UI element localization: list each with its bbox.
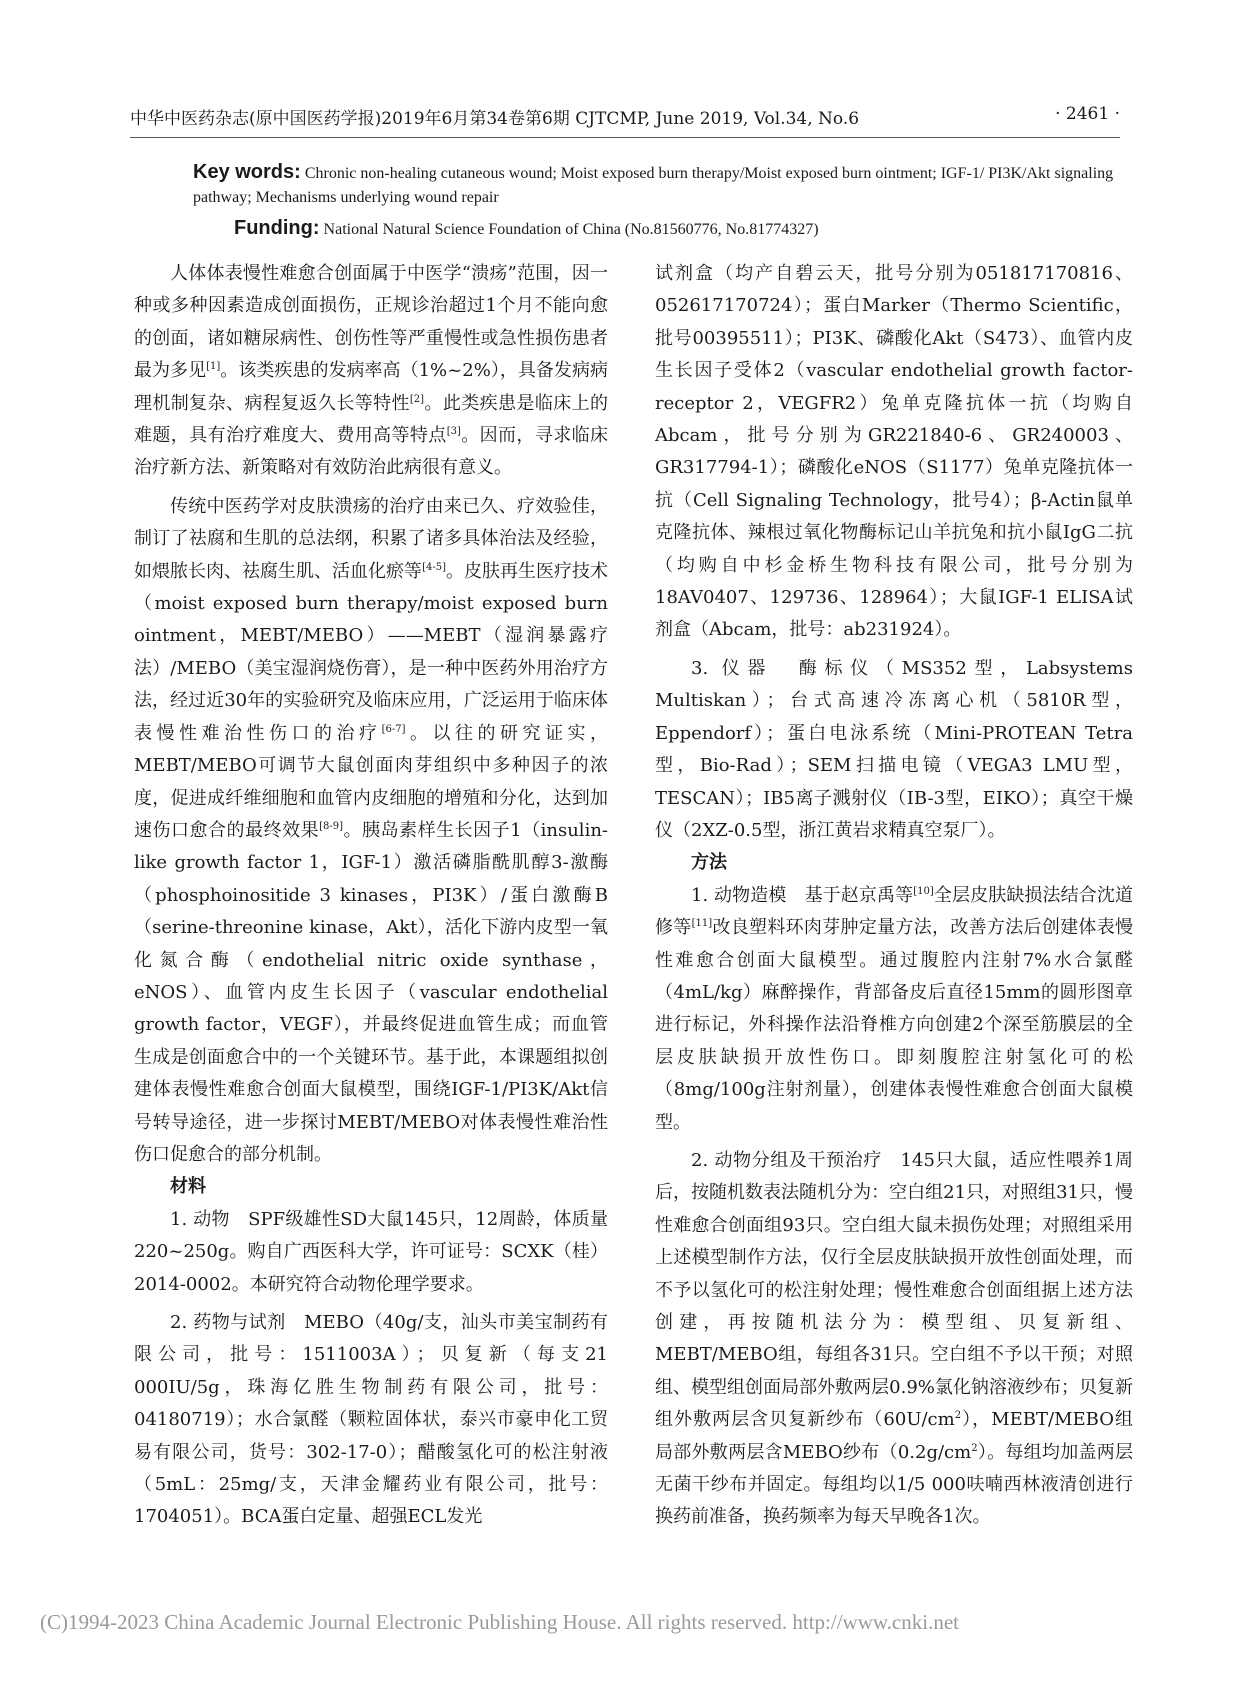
paragraph-model — [655, 880, 1133, 1139]
text-run: 传统中医药学对皮肤溃疡的治疗由来已久、疗效验佳，制订了祛腐和生肌的总法纲，积累了诸多具体治法及经验，如煨脓长肉、祛腐生肌、活血化瘀等 — [134, 495, 608, 582]
text-run: 人体体表慢性难愈合创面属于中医学“溃疡”范围，因一种或多种因素造成创面损伤，正规诊治超过1个月不能向愈的创面，诸如糖尿病性、创伤性等严重慢性或急性损伤患者最为多见 — [134, 263, 608, 382]
citation-ref: [1] — [206, 361, 221, 373]
paragraph-instruments: 3. 仪器 酶标仪（MS352型，Labsystems Multiskan）；台式高速冷冻离心机（5810R型，Eppendorf）；蛋白电泳系统（Mini-PROTEAN Tetra型，Bio-Rad）；SEM扫描电镜（VEGA3 LMU型，TESCAN）；IB5离子溅射仪（IB-3型，EIKO）；真空干燥仪（2XZ-0.5型，浙江黄岩求精真空泵厂）。 — [655, 657, 1133, 841]
text-run: 全层皮肤缺损法结合沈道修等 — [655, 884, 1133, 939]
left-column — [134, 258, 608, 1534]
citation-ref: [8-9] — [319, 820, 344, 832]
citation-ref: [3] — [446, 426, 461, 438]
paragraph-intro-2 — [134, 491, 608, 1172]
citation-ref: [11] — [691, 918, 713, 930]
keywords-text: Chronic non-healing cutaneous wound; Moist exposed burn therapy/Moist exposed burn ointment; IGF-1/ PI3K/Akt signaling pathway; Mechanisms underlying wound repair — [193, 165, 1114, 206]
header-rule — [130, 137, 1120, 138]
text-run: 。该类疾患的发病率高（1%~2%），具备发病病理机制复杂、病程复返久长等特性 — [134, 360, 608, 414]
citation-ref: [2] — [409, 393, 425, 405]
text-run: 1. 动物造模 基于赵京禹等 — [691, 884, 914, 906]
keywords-label: Key words: — [193, 161, 301, 183]
paragraph-grouping — [655, 1145, 1133, 1534]
superscript: 2 — [954, 1410, 962, 1422]
citation-ref: [10] — [913, 885, 934, 897]
funding — [234, 216, 1114, 242]
funding-text: National Natural Science Foundation of China (No.81560776, No.81774327) — [323, 221, 819, 238]
copyright-footer: (C)1994-2023 China Academic Journal Electronic Publishing House. All rights reserved. http://www.cnki.net — [40, 1610, 959, 1634]
citation-ref: [6-7] — [381, 723, 406, 735]
paragraph-intro-1 — [134, 258, 608, 485]
right-column — [655, 258, 1133, 1534]
page-number: · 2461 · — [1055, 104, 1120, 124]
text-run: 。此类疾患是临床上的难题，具有治疗难度大、费用高等特点 — [134, 392, 609, 447]
keywords — [193, 160, 1123, 210]
running-header — [130, 104, 1120, 134]
text-run: 改良塑料环肉芽肿定量方法，改善方法后创建体表慢性难愈合创面大鼠模型。通过腹腔内注射7%水合氯醛（4mL/kg）麻醉操作，背部备皮后直径15mm的圆形图章进行标记，外科操作法沿脊椎方向创建2个深至筋膜层的全层皮肤缺损开放性伤口。即刻腹腔注射氢化可的松（8mg/100g注射剂量），创建体表慢性难愈合创面大鼠模型。 — [655, 917, 1134, 1133]
citation-ref: [4-5] — [422, 561, 446, 573]
text-run: 。胰岛素样生长因子1（insulin-like growth factor 1，IGF-1）激活磷脂酰肌醇3-激酶（phosphoinositide 3 kinases，PI3K）/蛋白激酶B（serine-threonine kinase，Akt），活化下游内皮型一氧化氮合酶（endothelial nitric oxide synthase，eNOS）、血管内皮生长因子（vascular endothelial growth factor，VEGF），并最终促进血管生成；而血管生成是创面愈合中的一个关键环节。基于此，本课题组拟创建体表慢性难愈合创面大鼠模型，围绕IGF-1/PI3K/Akt信号转导途径，进一步探讨MEBT/MEBO对体表慢性难治性伤口促愈合的部分机制。 — [134, 819, 608, 1165]
text-run: 2. 动物分组及干预治疗 145只大鼠，适应性喂养1周后，按随机数表法随机分为：空白组21只，对照组31只，慢性难愈合创面组93只。空白组大鼠未损伤处理；对照组采用上述模型制作方法，仅行全层皮肤缺损开放性创面处理，而不予以氢化可的松注射处理；慢性难愈合创面组据上述方法创建，再按随机法分为：模型组、贝复新组、MEBT/MEBO组，每组各31只。空白组不予以干预；对照组、模型组创面局部外敷两层0.9%氯化钠溶液纱布；贝复新组外敷两层含贝复新纱布（60U/cm — [655, 1149, 1133, 1431]
section-heading-materials: 材料 — [170, 1176, 206, 1198]
text-run: ）。每组均加盖两层无菌干纱布并固定。每组均以1/5 000呋喃西林液清创进行换药前准备，换药频率为每天早晚各1次。 — [655, 1441, 1134, 1528]
superscript: 2 — [971, 1442, 978, 1454]
paragraph-animals: 1. 动物 SPF级雄性SD大鼠145只，12周龄，体质量220~250g。购自广西医科大学，许可证号：SCXK（桂）2014-0002。本研究符合动物伦理学要求。 — [134, 1208, 608, 1295]
section-heading-methods: 方法 — [691, 852, 727, 874]
journal-citation: 中华中医药杂志(原中国医药学报)2019年6月第34卷第6期 CJTCMP, June 2019, Vol.34, No.6 — [130, 109, 860, 129]
paragraph-reagents: 2. 药物与试剂 MEBO（40g/支，汕头市美宝制药有限公司，批号：1511003A）；贝复新（每支21 000IU/5g，珠海亿胜生物制药有限公司，批号：04180719）；水合氯醛（颗粒固体状，泰兴市豪申化工贸易有限公司，货号：302-17-0）；醋酸氢化可的松注射液（5mL：25mg/支，天津金耀药业有限公司，批号：1704051）。BCA蛋白定量、超强ECL发光 — [134, 1312, 608, 1528]
text-run: 。因而，寻求临床治疗新方法、新策略对有效防治此病很有意义。 — [134, 425, 609, 479]
text-run: 。皮肤再生医疗技术（moist exposed burn therapy/moist exposed burn ointment，MEBT/MEBO）——MEBT（湿润暴露疗法）/MEBO（美宝湿润烧伤膏），是一种中医药外用治疗方法，经过近30年的实验研究及临床应用，广泛运用于临床体表慢性难治性伤口的治疗 — [134, 560, 609, 744]
text-run: 。以往的研究证实，MEBT/MEBO可调节大鼠创面肉芽组织中多种因子的浓度，促进成纤维细胞和血管内皮细胞的增殖和分化，达到加速伤口愈合的最终效果 — [134, 722, 609, 841]
paragraph-reagents-cont: 试剂盒（均产自碧云天，批号分别为051817170816、052617170724）；蛋白Marker（Thermo Scientific，批号00395511）；PI3K、磷酸化Akt（S473）、血管内皮生长因子受体2（vascular endothelial growth factor-receptor 2，VEGFR2）兔单克隆抗体一抗（均购自Abcam，批号分别为GR221840-6、GR240003、GR317794-1）；磷酸化eNOS（S1177）兔单克隆抗体一抗（Cell Signaling Technology，批号4）；β-Actin鼠单克隆抗体、辣根过氧化物酶标记山羊抗兔和抗小鼠IgG二抗（均购自中杉金桥生物科技有限公司，批号分别为18AV0407、129736、128964）；大鼠IGF-1 ELISA试剂盒（Abcam，批号：ab231924）。 — [655, 263, 1133, 641]
text-run: ），MEBT/MEBO组局部外敷两层含MEBO纱布（0.2g/cm — [655, 1409, 1133, 1463]
funding-label: Funding: — [234, 217, 320, 239]
